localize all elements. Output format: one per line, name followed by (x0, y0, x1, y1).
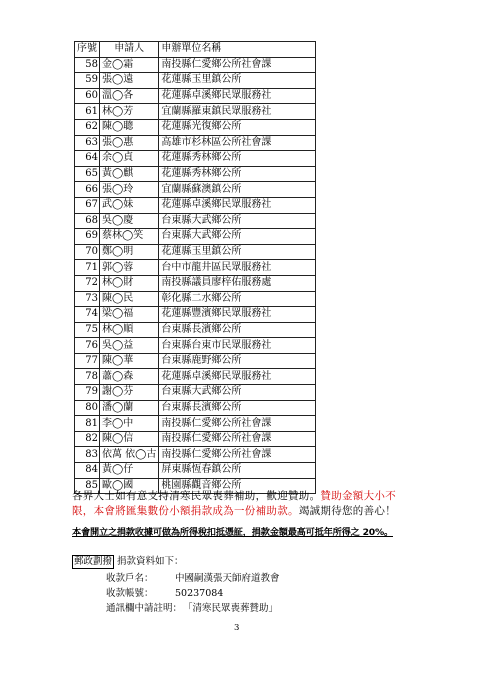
row-unit: 台東縣大武鄉公所 (159, 385, 316, 401)
row-applicant: 林◯芳 (100, 104, 159, 120)
row-unit: 南投縣仁愛鄉公所社會課 (159, 447, 316, 463)
row-serial: 61 (75, 104, 100, 120)
payee-name-label: 收款戶名： (106, 573, 154, 584)
row-serial: 74 (75, 307, 100, 323)
table-row (75, 229, 316, 245)
row-applicant: 黃◯麒 (100, 166, 159, 182)
row-serial: 63 (75, 135, 100, 151)
table-row (75, 213, 316, 229)
row-serial: 66 (75, 182, 100, 198)
row-unit: 宜蘭縣蘇澳鎮公所 (159, 182, 316, 198)
appeal-paragraph (72, 489, 417, 519)
row-applicant: 蔡林◯笑 (100, 229, 159, 245)
row-applicant: 吳◯益 (100, 338, 159, 354)
row-applicant: 謝◯芬 (100, 385, 159, 401)
row-unit: 宜蘭縣羅東鎮民眾服務社 (159, 104, 316, 120)
row-serial: 70 (75, 244, 100, 260)
appeal-text: 各界人士如有意支持清寒民眾喪葬補助，歡迎贊助。 (72, 490, 321, 502)
account-number-value: 50237084 (175, 588, 224, 599)
table-row (75, 166, 316, 182)
row-applicant: 郭◯蓉 (100, 260, 159, 276)
row-serial: 60 (75, 88, 100, 104)
row-applicant: 鄭◯明 (100, 244, 159, 260)
row-serial: 73 (75, 291, 100, 307)
row-serial: 68 (75, 213, 100, 229)
row-applicant: 余◯貞 (100, 151, 159, 167)
row-applicant: 陳◯聰 (100, 119, 159, 135)
row-applicant: 張◯惠 (100, 135, 159, 151)
table-row (75, 57, 316, 73)
row-serial: 76 (75, 338, 100, 354)
row-serial: 72 (75, 275, 100, 291)
appeal-closing: 竭誠期待您的善心！ (298, 505, 397, 517)
row-unit: 台東縣台東市民眾服務社 (159, 338, 316, 354)
row-serial: 83 (75, 447, 100, 463)
table-row (75, 385, 316, 401)
row-unit: 花蓮縣豐濱鄉民眾服務社 (159, 307, 316, 323)
row-serial: 59 (75, 73, 100, 89)
row-unit: 南投縣仁愛鄉公所社會課 (159, 57, 316, 73)
row-serial: 80 (75, 400, 100, 416)
table-row (75, 400, 316, 416)
row-serial: 69 (75, 229, 100, 245)
table-row (75, 338, 316, 354)
row-unit: 花蓮縣秀林鄉公所 (159, 151, 316, 167)
table-row (75, 197, 316, 213)
table-row (75, 151, 316, 167)
row-serial: 85 (75, 478, 100, 494)
header-serial: 序號 (75, 42, 100, 58)
postal-transfer-label: 郵政劃撥 (74, 556, 113, 567)
row-unit: 花蓮縣卓溪鄉民眾服務社 (159, 369, 316, 385)
row-applicant: 溫◯各 (100, 88, 159, 104)
row-applicant: 林◯財 (100, 275, 159, 291)
memo-label: 通訊欄中請註明： (106, 603, 183, 614)
row-serial: 62 (75, 119, 100, 135)
row-serial: 78 (75, 369, 100, 385)
page-number: 3 (234, 623, 240, 633)
row-unit: 高雄市杉林區公所社會課 (159, 135, 316, 151)
row-applicant: 依萬 依◯古 (100, 447, 159, 463)
row-applicant: 陳◯華 (100, 353, 159, 369)
table-row (75, 260, 316, 276)
row-serial: 67 (75, 197, 100, 213)
row-applicant: 陳◯信 (100, 431, 159, 447)
remittance-intro: 捐款資料如下： (117, 556, 184, 567)
row-serial: 75 (75, 322, 100, 338)
row-serial: 81 (75, 416, 100, 432)
row-unit: 台東縣大武鄉公所 (159, 229, 316, 245)
row-applicant: 蕭◯森 (100, 369, 159, 385)
row-unit: 南投縣仁愛鄉公所社會課 (159, 431, 316, 447)
row-serial: 58 (75, 57, 100, 73)
applicant-table (74, 41, 316, 494)
table-row (75, 88, 316, 104)
row-applicant: 張◯遠 (100, 73, 159, 89)
row-applicant: 潘◯蘭 (100, 400, 159, 416)
table-row (75, 463, 316, 479)
table-row (75, 353, 316, 369)
table-row (75, 275, 316, 291)
row-serial: 64 (75, 151, 100, 167)
appeal-highlight: 贊助金額大小不限，本會將匯集數份小額捐款成為一份補助款。 (72, 490, 397, 517)
table-row (75, 431, 316, 447)
table-row (75, 119, 316, 135)
row-applicant: 歐◯國 (100, 478, 159, 494)
table-header-row (75, 42, 316, 58)
row-unit: 南投縣議員廖梓佑服務處 (159, 275, 316, 291)
row-applicant: 金◯霜 (100, 57, 159, 73)
row-serial: 77 (75, 353, 100, 369)
row-unit: 桃園縣觀音鄉公所 (159, 478, 316, 494)
row-applicant: 梁◯福 (100, 307, 159, 323)
row-unit: 彰化縣二水鄉公所 (159, 291, 316, 307)
row-applicant: 武◯妹 (100, 197, 159, 213)
row-applicant: 陳◯民 (100, 291, 159, 307)
row-unit: 花蓮縣卓溪鄉民眾服務社 (159, 197, 316, 213)
row-unit: 花蓮縣玉里鎮公所 (159, 244, 316, 260)
row-unit: 台東縣長濱鄉公所 (159, 400, 316, 416)
table-row (75, 416, 316, 432)
row-unit: 花蓮縣玉里鎮公所 (159, 73, 316, 89)
memo-value: 「清寒民眾喪葬贊助」 (183, 603, 279, 614)
table-row (75, 135, 316, 151)
row-applicant: 黃◯仔 (100, 463, 159, 479)
table-row (75, 369, 316, 385)
tax-notice: 本會開立之捐款收據可做為所得稅扣抵憑証，捐款金額最高可抵年所得之 20%。 (72, 527, 393, 538)
row-applicant: 林◯順 (100, 322, 159, 338)
table-row (75, 73, 316, 89)
row-serial: 71 (75, 260, 100, 276)
row-unit: 台中市龍井區民眾服務社 (159, 260, 316, 276)
row-unit: 屏東縣恆春鎮公所 (159, 463, 316, 479)
row-unit: 花蓮縣秀林鄉公所 (159, 166, 316, 182)
header-applicant: 申請人 (100, 42, 159, 58)
row-unit: 台東縣長濱鄉公所 (159, 322, 316, 338)
table-row (75, 291, 316, 307)
row-serial: 82 (75, 431, 100, 447)
table-row (75, 244, 316, 260)
table-body (75, 57, 316, 494)
row-applicant: 李◯中 (100, 416, 159, 432)
row-unit: 花蓮縣光復鄉公所 (159, 119, 316, 135)
table-row (75, 322, 316, 338)
row-unit: 花蓮縣卓溪鄉民眾服務社 (159, 88, 316, 104)
header-unit: 申辦單位名稱 (159, 42, 316, 58)
row-unit: 台東縣鹿野鄉公所 (159, 353, 316, 369)
account-number-label: 收款帳號： (106, 588, 154, 599)
table-row (75, 104, 316, 120)
row-serial: 84 (75, 463, 100, 479)
row-applicant: 吳◯慶 (100, 213, 159, 229)
row-applicant: 張◯玲 (100, 182, 159, 198)
table-row (75, 182, 316, 198)
row-unit: 台東縣大武鄉公所 (159, 213, 316, 229)
row-serial: 65 (75, 166, 100, 182)
payee-name-value: 中國嗣漢張天師府道教會 (175, 573, 280, 584)
table-row (75, 447, 316, 463)
row-serial: 79 (75, 385, 100, 401)
row-unit: 南投縣仁愛鄉公所社會課 (159, 416, 316, 432)
table-row (75, 307, 316, 323)
